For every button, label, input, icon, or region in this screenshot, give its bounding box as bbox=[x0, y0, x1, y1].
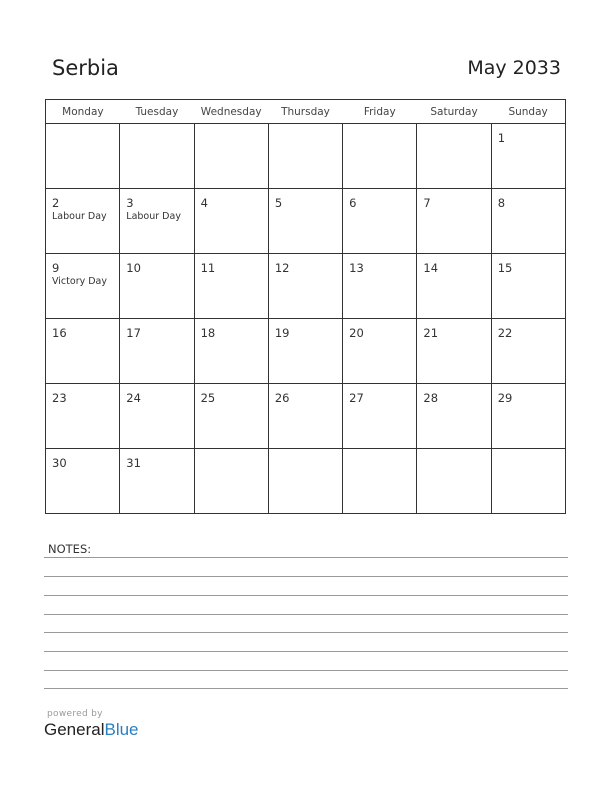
day-cell bbox=[194, 254, 268, 319]
day-cell bbox=[46, 254, 120, 319]
powered-by-text: powered by bbox=[47, 709, 103, 719]
day-cell bbox=[417, 449, 491, 514]
day-cell bbox=[417, 189, 491, 254]
day-cell bbox=[120, 189, 194, 254]
day-cell bbox=[343, 124, 417, 189]
day-number: 2 bbox=[52, 196, 60, 210]
weekday-friday: Friday bbox=[343, 100, 417, 124]
day-number: 10 bbox=[126, 261, 141, 275]
notes-label: NOTES: bbox=[48, 542, 92, 556]
generalblue-logo bbox=[44, 720, 139, 740]
day-cell bbox=[491, 124, 565, 189]
day-cell bbox=[268, 124, 342, 189]
day-cell bbox=[417, 384, 491, 449]
logo-blue: Blue bbox=[104, 720, 139, 739]
holiday-label: Labour Day bbox=[52, 211, 107, 222]
day-cell bbox=[120, 449, 194, 514]
day-number: 15 bbox=[497, 261, 513, 275]
day-cell bbox=[491, 189, 565, 254]
week-row bbox=[46, 254, 566, 319]
weekday-header-row bbox=[46, 100, 566, 124]
day-cell bbox=[46, 319, 120, 384]
weekday-saturday: Saturday bbox=[417, 100, 491, 124]
notes-line bbox=[44, 595, 568, 596]
weekday-thursday: Thursday bbox=[268, 100, 342, 124]
day-cell bbox=[343, 449, 417, 514]
day-number: 8 bbox=[497, 196, 506, 210]
day-number: 26 bbox=[274, 391, 290, 405]
day-number: 23 bbox=[52, 391, 67, 405]
week-row bbox=[46, 189, 566, 254]
day-number: 17 bbox=[126, 326, 141, 340]
holiday-label: Victory Day bbox=[52, 276, 107, 287]
day-number: 20 bbox=[349, 326, 364, 340]
day-number: 3 bbox=[126, 196, 134, 210]
day-number: 14 bbox=[423, 261, 439, 275]
day-cell bbox=[268, 384, 342, 449]
day-cell bbox=[268, 449, 342, 514]
day-number: 31 bbox=[126, 456, 141, 470]
day-cell bbox=[46, 124, 120, 189]
day-cell bbox=[194, 189, 268, 254]
weekday-wednesday: Wednesday bbox=[194, 100, 268, 124]
day-number: 25 bbox=[200, 391, 216, 405]
day-cell bbox=[343, 319, 417, 384]
notes-line bbox=[44, 651, 568, 652]
day-cell bbox=[268, 254, 342, 319]
day-cell bbox=[194, 384, 268, 449]
day-cell bbox=[417, 319, 491, 384]
day-number: 28 bbox=[423, 391, 439, 405]
day-cell bbox=[491, 319, 565, 384]
week-row bbox=[46, 384, 566, 449]
day-cell bbox=[46, 449, 120, 514]
day-number: 6 bbox=[349, 196, 357, 210]
day-cell bbox=[194, 124, 268, 189]
day-number: 12 bbox=[274, 261, 290, 275]
weekday-sunday: Sunday bbox=[491, 100, 565, 124]
day-number: 22 bbox=[497, 326, 513, 340]
day-number: 30 bbox=[52, 456, 67, 470]
logo-general: General bbox=[44, 720, 105, 739]
day-number: 18 bbox=[200, 326, 216, 340]
day-number: 7 bbox=[423, 196, 431, 210]
day-number: 13 bbox=[349, 261, 364, 275]
day-cell bbox=[194, 319, 268, 384]
day-number: 11 bbox=[200, 261, 216, 275]
week-row bbox=[46, 124, 566, 189]
day-cell bbox=[491, 384, 565, 449]
day-cell bbox=[120, 319, 194, 384]
week-row bbox=[46, 319, 566, 384]
month-year-title: May 2033 bbox=[467, 57, 561, 79]
weekday-tuesday: Tuesday bbox=[120, 100, 194, 124]
holiday-label: Labour Day bbox=[126, 211, 181, 222]
notes-line bbox=[44, 688, 568, 689]
notes-line bbox=[44, 632, 568, 633]
day-number: 5 bbox=[274, 196, 283, 210]
day-cell bbox=[417, 254, 491, 319]
day-cell bbox=[268, 319, 342, 384]
day-number: 29 bbox=[497, 391, 513, 405]
day-cell bbox=[120, 384, 194, 449]
notes-line bbox=[44, 670, 568, 671]
day-cell bbox=[343, 254, 417, 319]
day-cell bbox=[120, 124, 194, 189]
day-number: 27 bbox=[349, 391, 364, 405]
day-cell bbox=[343, 189, 417, 254]
day-cell bbox=[491, 449, 565, 514]
notes-line bbox=[44, 557, 568, 558]
day-cell bbox=[491, 254, 565, 319]
day-number: 24 bbox=[126, 391, 141, 405]
day-cell bbox=[417, 124, 491, 189]
day-number: 9 bbox=[52, 261, 60, 275]
weekday-monday: Monday bbox=[46, 100, 120, 124]
day-number: 19 bbox=[274, 326, 290, 340]
day-number: 16 bbox=[52, 326, 67, 340]
notes-line bbox=[44, 614, 568, 615]
day-number: 21 bbox=[423, 326, 439, 340]
calendar-grid bbox=[45, 99, 566, 514]
day-cell bbox=[194, 449, 268, 514]
day-cell bbox=[343, 384, 417, 449]
day-cell bbox=[46, 384, 120, 449]
notes-line bbox=[44, 576, 568, 577]
day-number: 1 bbox=[497, 131, 506, 145]
week-row bbox=[46, 449, 566, 514]
country-title: Serbia bbox=[52, 56, 119, 80]
day-number: 4 bbox=[200, 196, 208, 210]
day-cell bbox=[120, 254, 194, 319]
day-cell bbox=[268, 189, 342, 254]
day-cell bbox=[46, 189, 120, 254]
